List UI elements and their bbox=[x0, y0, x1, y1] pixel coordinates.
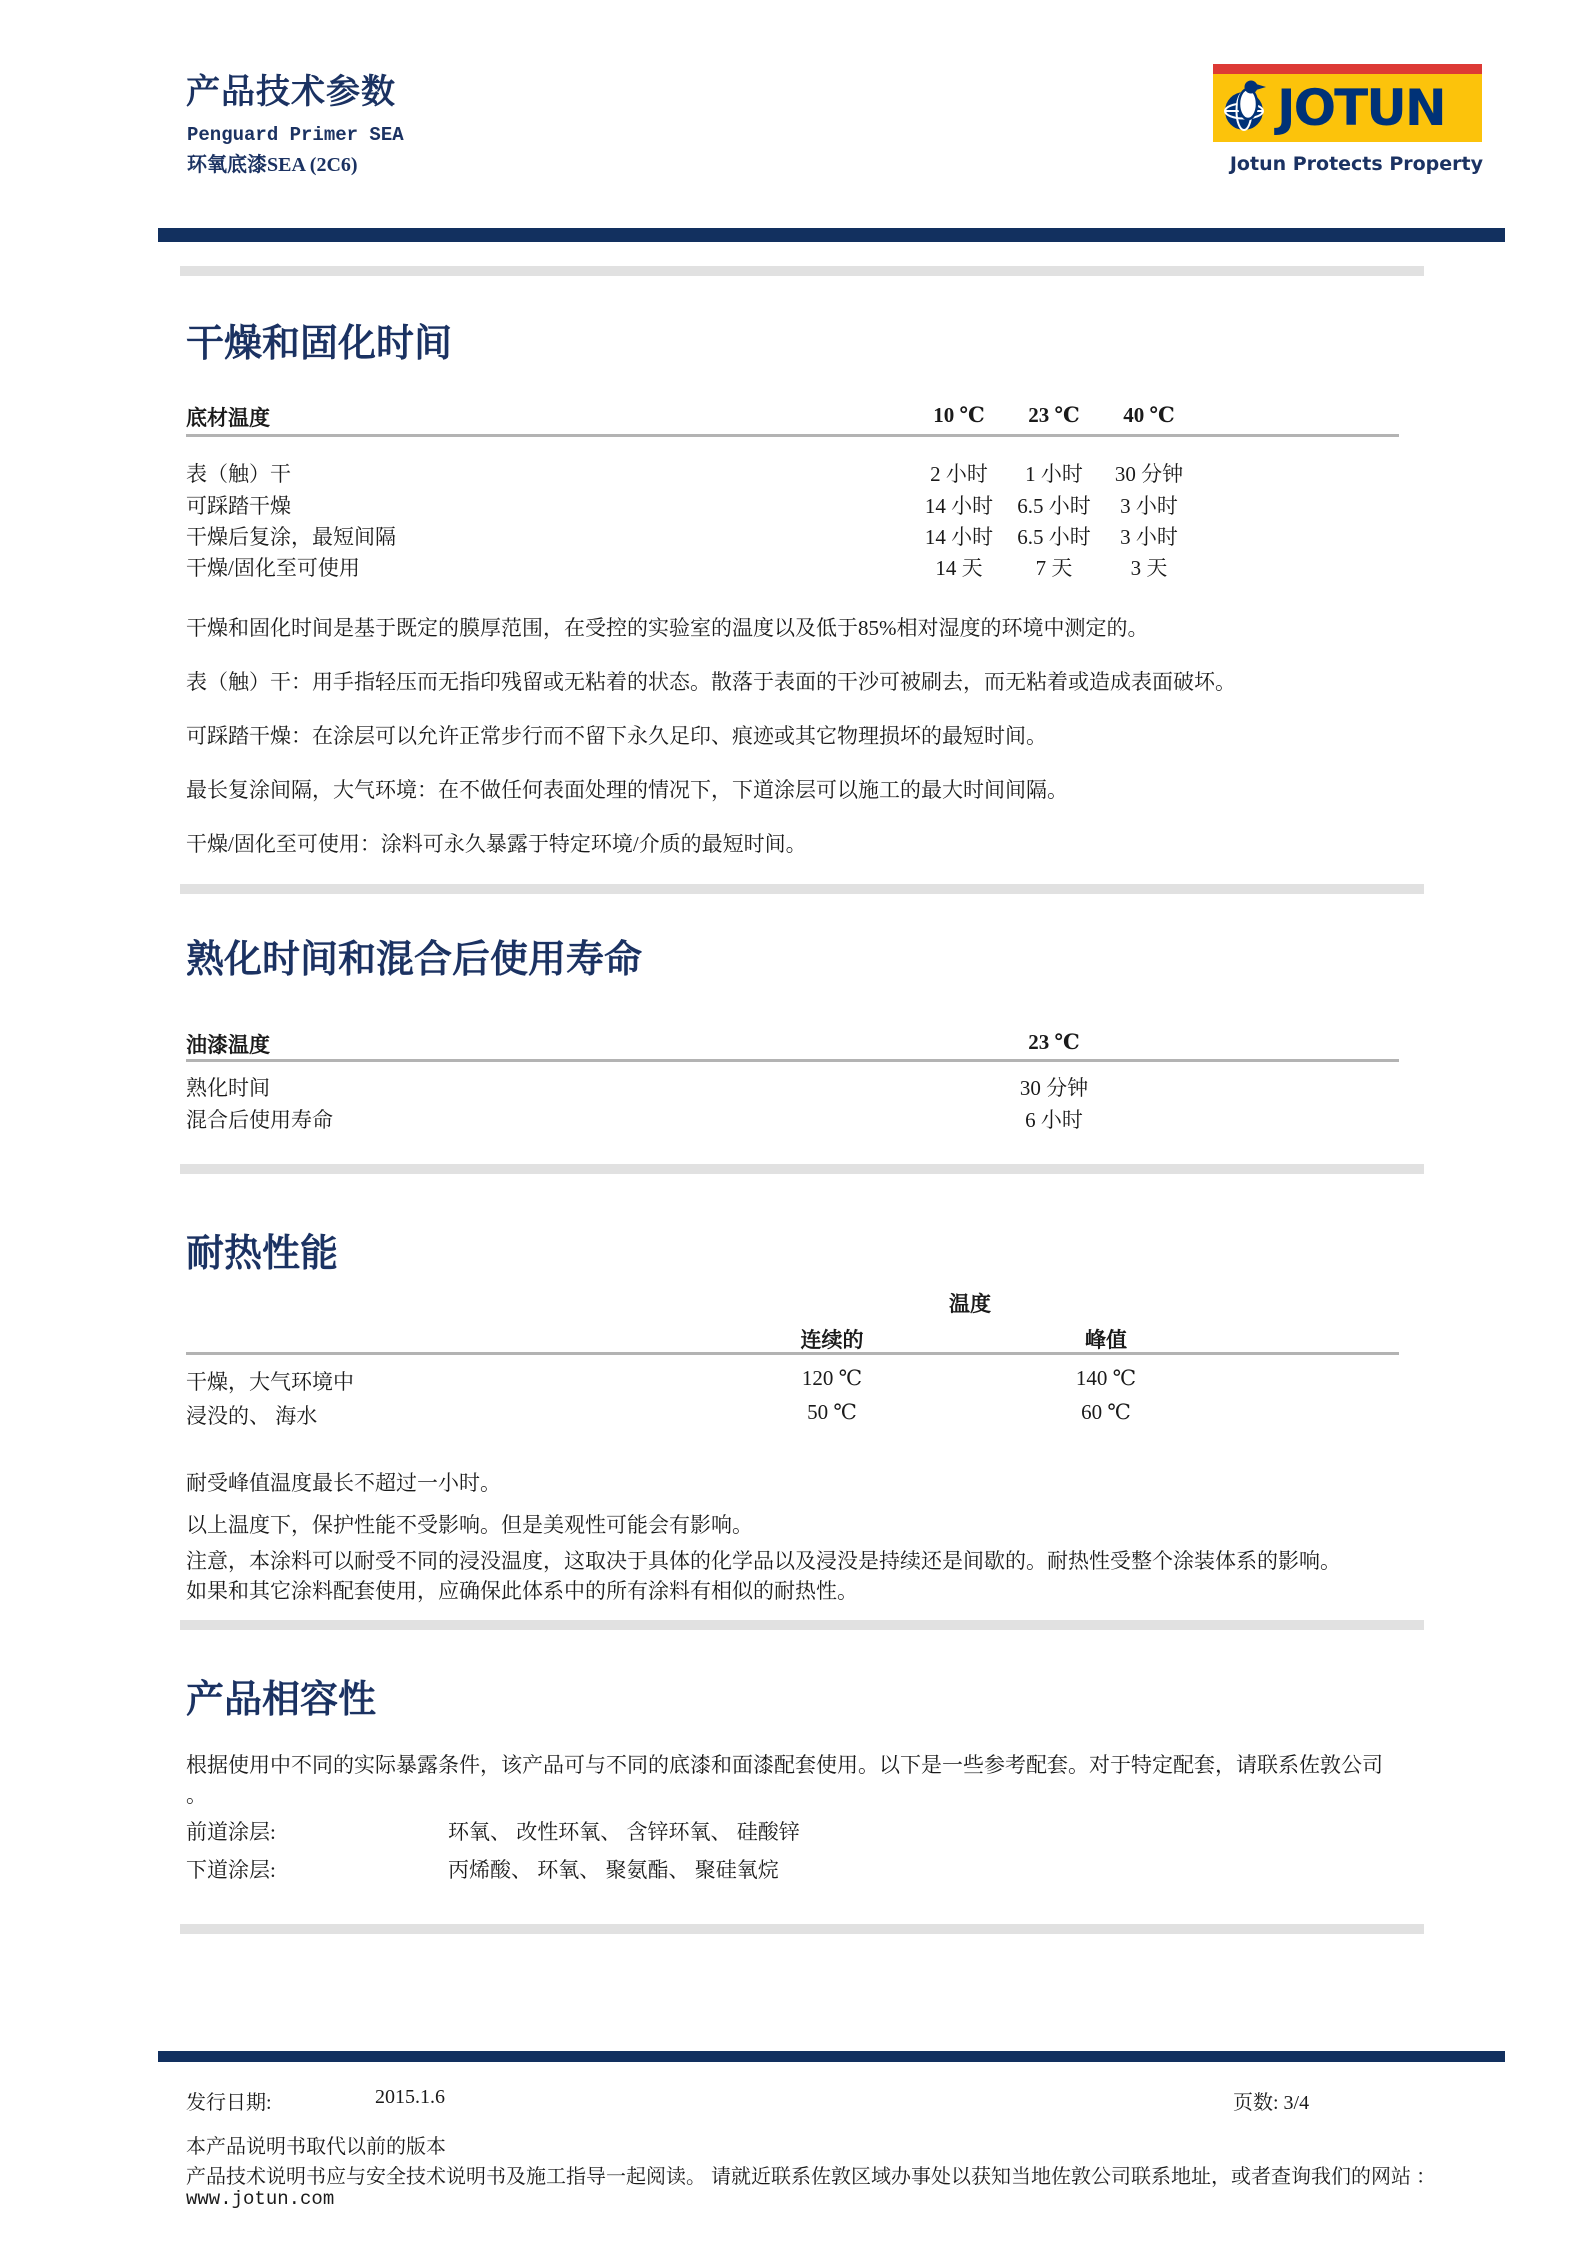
heat-note-1: 耐受峰值温度最长不超过一小时。 bbox=[186, 1471, 501, 1495]
issue-date-label: 发行日期: bbox=[186, 2092, 272, 2114]
row-value: 50 ℃ bbox=[807, 1400, 857, 1424]
header-divider-bar bbox=[158, 228, 1505, 242]
row-value: 2 小时 bbox=[930, 462, 988, 486]
section-separator-5 bbox=[180, 1924, 1424, 1934]
penguin-globe-icon bbox=[1221, 78, 1275, 139]
row-label: 下道涂层: bbox=[186, 1858, 276, 1882]
brand-wordmark: JOTUN bbox=[1277, 79, 1445, 137]
brand-tagline: Jotun Protects Property bbox=[1229, 153, 1483, 175]
footer-note-2: 产品技术说明书应与安全技术说明书及施工指导一起阅读。 请就近联系佐敦区域办事处以获知当地佐敦公司联系地址，或者查询我们的网站 ： bbox=[186, 2166, 1436, 2188]
row-label: 混合后使用寿命 bbox=[186, 1108, 333, 1132]
induction-table-rule bbox=[186, 1059, 1399, 1062]
drying-note-2: 表（触）干：用手指轻压而无指印残留或无粘着的状态。散落于表面的干沙可被刷去，而无粘着或造成表面破坏。 bbox=[186, 670, 1236, 694]
heat-table-rule bbox=[186, 1352, 1399, 1355]
row-label: 浸没的、 海水 bbox=[186, 1404, 318, 1428]
drying-col-10c: 10 ℃ bbox=[933, 403, 985, 427]
product-name-en: Penguard Primer SEA bbox=[187, 124, 404, 146]
row-value: 60 ℃ bbox=[1081, 1400, 1131, 1424]
row-value: 6.5 小时 bbox=[1017, 525, 1091, 549]
row-label: 可踩踏干燥 bbox=[186, 494, 291, 518]
drying-table-rule bbox=[186, 434, 1399, 437]
website-url: www.jotun.com bbox=[186, 2188, 335, 2210]
heat-note-3-line2: 如果和其它涂料配套使用，应确保此体系中的所有涂料有相似的耐热性。 bbox=[186, 1579, 858, 1603]
row-value: 7 天 bbox=[1035, 556, 1073, 580]
drying-note-1: 干燥和固化时间是基于既定的膜厚范围，在受控的实验室的温度以及低于85%相对湿度的环境中测定的。 bbox=[186, 616, 1149, 640]
product-name-cn: 环氧底漆SEA (2C6) bbox=[187, 154, 358, 176]
row-value: 3 小时 bbox=[1120, 494, 1178, 518]
row-value: 140 ℃ bbox=[1075, 1366, 1137, 1390]
heat-note-2: 以上温度下，保护性能不受影响。但是美观性可能会有影响。 bbox=[186, 1513, 753, 1537]
drying-note-4: 最长复涂间隔，大气环境：在不做任何表面处理的情况下，下道涂层可以施工的最大时间间隔。 bbox=[186, 778, 1068, 802]
heat-col-peak: 峰值 bbox=[1085, 1328, 1127, 1352]
row-value: 120 ℃ bbox=[801, 1366, 863, 1390]
section-separator-4 bbox=[180, 1620, 1424, 1630]
section-separator-1 bbox=[180, 266, 1424, 276]
row-value: 30 分钟 bbox=[1114, 462, 1184, 486]
compatibility-intro-line1: 根据使用中不同的实际暴露条件，该产品可与不同的底漆和面漆配套使用。以下是一些参考配套。对于特定配套，请联系佐敦公司 bbox=[186, 1753, 1383, 1777]
drying-note-5: 干燥/固化至可使用：涂料可永久暴露于特定环境/介质的最短时间。 bbox=[186, 832, 807, 856]
section-title-drying: 干燥和固化时间 bbox=[186, 323, 453, 365]
compatibility-intro-line2: 。 bbox=[186, 1783, 207, 1807]
row-value: 3 小时 bbox=[1120, 525, 1178, 549]
row-value: 6.5 小时 bbox=[1017, 494, 1091, 518]
heat-col-continuous: 连续的 bbox=[800, 1328, 864, 1352]
row-value: 14 小时 bbox=[924, 494, 994, 518]
drying-table-header-label: 底材温度 bbox=[186, 406, 270, 430]
row-value: 6 小时 bbox=[1025, 1108, 1083, 1132]
logo-yellow-box bbox=[1213, 74, 1482, 142]
row-value: 环氧、 改性环氧、 含锌环氧、 硅酸锌 bbox=[448, 1820, 800, 1844]
induction-table-header-label: 油漆温度 bbox=[186, 1033, 270, 1057]
jotun-logo bbox=[1213, 64, 1482, 142]
drying-col-23c: 23 ℃ bbox=[1028, 403, 1080, 427]
logo-red-stripe bbox=[1213, 64, 1482, 74]
row-label: 干燥后复涂，最短间隔 bbox=[186, 525, 396, 549]
heat-group-header: 温度 bbox=[949, 1292, 991, 1316]
row-value: 14 天 bbox=[935, 556, 983, 580]
drying-note-3: 可踩踏干燥：在涂层可以允许正常步行而不留下永久足印、痕迹或其它物理损坏的最短时间。 bbox=[186, 724, 1047, 748]
section-separator-2 bbox=[180, 884, 1424, 894]
page-number: 页数: 3/4 bbox=[1233, 2092, 1310, 2114]
row-value: 3 天 bbox=[1130, 556, 1168, 580]
section-title-induction: 熟化时间和混合后使用寿命 bbox=[186, 939, 643, 981]
footer-note-1: 本产品说明书取代以前的版本 bbox=[186, 2136, 446, 2158]
row-value: 30 分钟 bbox=[1019, 1076, 1089, 1100]
drying-col-40c: 40 ℃ bbox=[1123, 403, 1175, 427]
row-label: 干燥，大气环境中 bbox=[186, 1370, 354, 1394]
row-value: 1 小时 bbox=[1025, 462, 1083, 486]
heat-note-3-line1: 注意，本涂料可以耐受不同的浸没温度，这取决于具体的化学品以及浸没是持续还是间歇的。耐热性受整个涂装体系的影响。 bbox=[186, 1549, 1341, 1573]
row-value: 丙烯酸、 环氧、 聚氨酯、 聚硅氧烷 bbox=[448, 1858, 779, 1882]
issue-date-value: 2015.1.6 bbox=[375, 2086, 445, 2108]
section-separator-3 bbox=[180, 1164, 1424, 1174]
footer-divider-bar bbox=[158, 2051, 1505, 2062]
row-label: 前道涂层: bbox=[186, 1820, 276, 1844]
row-label: 干燥/固化至可使用 bbox=[186, 556, 360, 580]
row-label: 表（触）干 bbox=[186, 462, 291, 486]
section-title-compatibility: 产品相容性 bbox=[186, 1679, 377, 1721]
row-value: 14 小时 bbox=[924, 525, 994, 549]
induction-col-23c: 23 ℃ bbox=[1028, 1030, 1080, 1054]
section-title-heat: 耐热性能 bbox=[186, 1233, 339, 1275]
page-title: 产品技术参数 bbox=[186, 74, 396, 111]
row-label: 熟化时间 bbox=[186, 1076, 270, 1100]
